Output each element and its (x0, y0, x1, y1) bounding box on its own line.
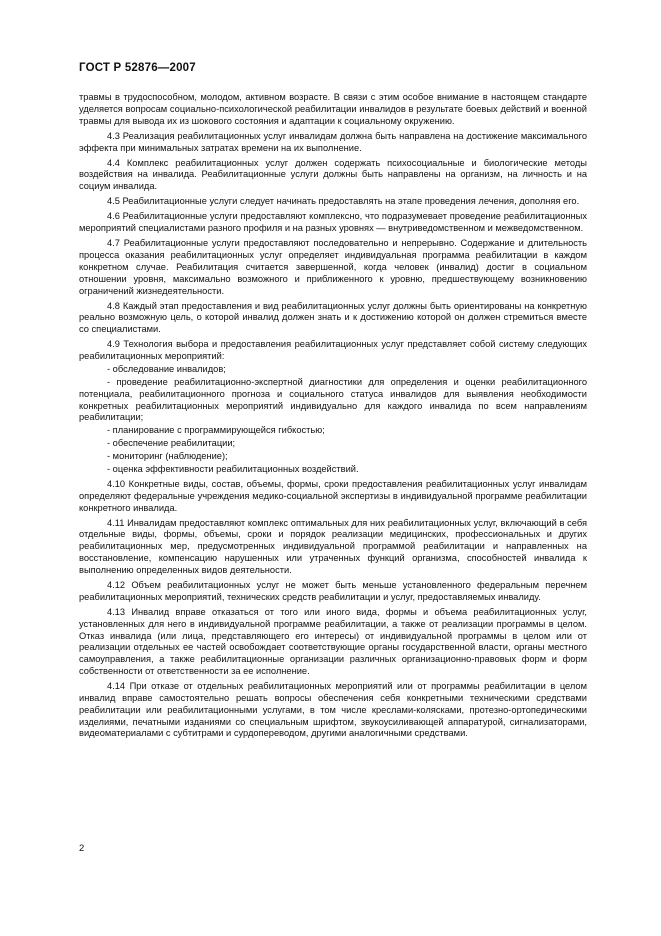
clause-4-10: 4.10 Конкретные виды, состав, объемы, формы, сроки предоставления реабилитационных услуг инвалидам определяют федеральные учреждения медико-социальной экспертизы в индивидуальной программе реабилитации конкретного инвалида. (79, 478, 587, 513)
clause-4-11: 4.11 Инвалидам предоставляют комплекс оптимальных для них реабилитационных услуг, включающий в себя отдельные виды, формы, объемы, сроки и порядок реализации медицинских, профессиональных и других реабилитационных мер, предусмотренных индивидуальной программой реабилитации и направленных на восстановление, компенсацию нарушенных или утраченных функций организма, способностей инвалида к выполнению определенных видов деятельности. (79, 517, 587, 575)
list-item: - проведение реабилитационно-экспертной диагностики для определения и оценки реабилитационного потенциала, реабилитационного прогноза и социального статуса инвалидов для выявления необходимости конкретных реабилитационных мероприятий индивидуально для каждого инвалида по всем направлениям реабилитации; (79, 376, 587, 423)
list-item: - планирование с программирующейся гибкостью; (107, 425, 325, 436)
clause-4-6: 4.6 Реабилитационные услуги предоставляют комплексно, что подразумевает проведение реабилитационных мероприятий специалистами разного профиля и на разных уровнях — внутриведомственном и межведомственном. (79, 211, 587, 234)
paragraph-continuation: травмы в трудоспособном, молодом, активном возрасте. В связи с этим особое внимание в настоящем стандарте уделяется вопросам социально-психологической реабилитации инвалидов в результате боевых действий и военной травмы для вывода их из шокового состояния и адаптации к социальному окружению. (79, 92, 587, 126)
clause-4-3: 4.3 Реализация реабилитационных услуг инвалидам должна быть направлена на достижение максимального эффекта при минимальных затратах времени на их выполнение. (79, 130, 587, 153)
clause-4-12: 4.12 Объем реабилитационных услуг не может быть меньше установленного федеральным перечнем реабилитационных мероприятий, технических средств реабилитации и услуг, предоставляемых инвалиду. (79, 579, 587, 602)
document-body (79, 92, 587, 743)
list-item: - мониторинг (наблюдение); (107, 450, 228, 461)
clause-4-9: 4.9 Технология выбора и предоставления реабилитационных услуг представляет собой систему следующих реабилитационных мероприятий: (79, 339, 587, 362)
clause-4-8: 4.8 Каждый этап предоставления и вид реабилитационных услуг должны быть ориентированы на конкретную реально возможную цель, о которой инвалид должен знать и к достижению которой он должен стремиться вместе со специалистами. (79, 300, 587, 335)
page-number: 2 (79, 843, 85, 854)
clause-4-5: 4.5 Реабилитационные услуги следует начинать предоставлять на этапе проведения лечения, дополняя его. (107, 196, 580, 207)
list-item: - обследование инвалидов; (107, 364, 226, 375)
document-header: ГОСТ Р 52876—2007 (79, 62, 196, 74)
clause-4-4: 4.4 Комплекс реабилитационных услуг должен содержать психосоциальные и биологические методы воздействия на инвалида. Реабилитационные услуги должны быть направлены на организм, на личность и на социум инвалида. (79, 157, 587, 192)
list-item: - оценка эффективности реабилитационных воздействий. (107, 463, 359, 474)
clause-4-13: 4.13 Инвалид вправе отказаться от того или иного вида, формы и объема реабилитационных услуг, установленных для него в индивидуальной программе реабилитации, а также от реализации программы в целом. Отказ инвалида (или лица, представляющего его интересы) от индивидуальной программы в целом или от реализации отдельных ее частей освобождает соответствующие органы государственной власти, органы местного самоуправления, а также реабилитационные организации различных организационно-правовых форм и форм собственности от ответственности за ее исполнение. (79, 606, 587, 677)
clause-4-14: 4.14 При отказе от отдельных реабилитационных мероприятий или от программы реабилитации в целом инвалид вправе самостоятельно решать вопросы обеспечения себя конкретными техническими средствами реабилитации или реабилитационными услугами, в том числе креслами-колясками, протезно-ортопедическими изделиями, печатными изданиями со специальным шрифтом, звукоусиливающей аппаратурой, сигнализаторами, видеоматериалами с субтитрами и сурдопереводом, другими аналогичными средствами. (79, 681, 587, 739)
clause-4-7: 4.7 Реабилитационные услуги предоставляют последовательно и непрерывно. Содержание и длительность процесса оказания реабилитационных услуг определяет индивидуальная программа реабилитации в каждом конкретном случае. Реабилитация считается завершенной, когда человек (инвалид) достиг в социальном отношении уровня, максимально возможного и приближенного к уровню, предшествующему возникновению ограничений жизнедеятельности. (79, 238, 587, 296)
list-item: - обеспечение реабилитации; (107, 438, 236, 449)
